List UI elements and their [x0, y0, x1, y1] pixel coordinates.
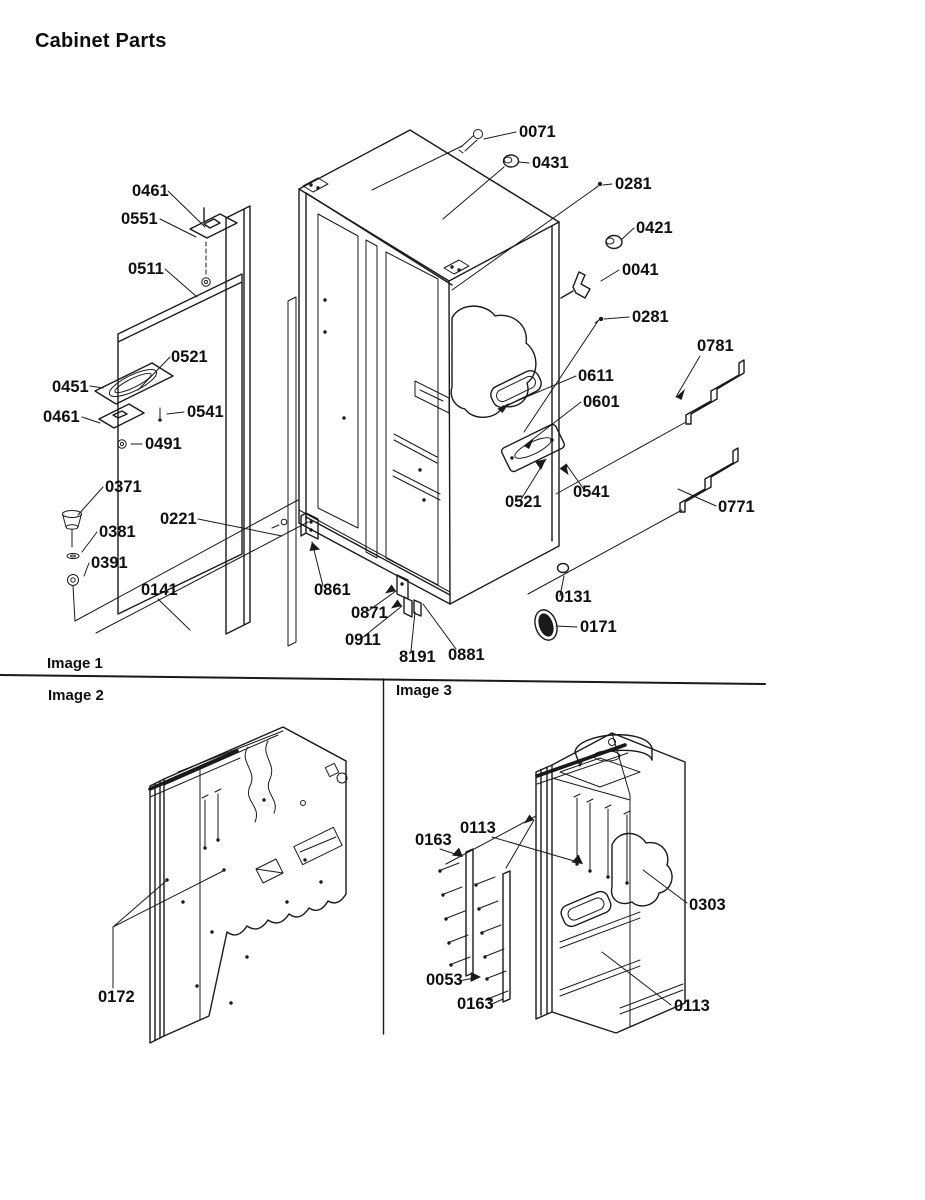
frame-top-band-inner [150, 758, 240, 797]
callout-0053: 0053 [426, 971, 463, 989]
bracket-0601 [500, 423, 565, 473]
junction-box [325, 763, 338, 776]
image1-leader-lines [78, 132, 716, 651]
screw-dots-col1 [440, 871, 451, 965]
hanging-screws [202, 789, 221, 846]
callout-8191: 8191 [399, 648, 436, 666]
image3-diagram [415, 733, 726, 1033]
left-narrow-strip [288, 297, 296, 646]
image3-arrowheads [452, 848, 583, 983]
callout-0303: 0303 [689, 896, 726, 914]
mount-rails [528, 360, 744, 594]
callout-0871: 0871 [351, 604, 388, 622]
callout-0771: 0771 [718, 498, 755, 516]
callout-0521-right: 0521 [505, 493, 542, 511]
divider-horizontal [0, 675, 765, 684]
screw-0281-top [598, 182, 602, 186]
callout-0381: 0381 [99, 523, 136, 541]
handle-slot-inner [566, 896, 606, 922]
section-label-image3: Image 3 [396, 682, 452, 699]
door-frame [150, 779, 164, 1043]
trim-strip-2 [503, 871, 510, 1002]
callout-0431: 0431 [532, 154, 569, 172]
callout-0113-bottom: 0113 [674, 997, 710, 1015]
callout-0221: 0221 [160, 510, 197, 528]
cap-0431 [504, 155, 519, 167]
hanging-screw-tips [205, 840, 218, 848]
callout-0551: 0551 [121, 210, 158, 228]
callout-0391: 0391 [91, 554, 128, 572]
callout-0163-top: 0163 [415, 831, 452, 849]
rear-bolt [301, 801, 306, 806]
callout-0911: 0911 [345, 631, 381, 649]
callout-0421: 0421 [636, 219, 673, 237]
callout-0071: 0071 [519, 123, 556, 141]
frame-top-band [150, 751, 237, 789]
callout-0041: 0041 [622, 261, 659, 279]
image2-diagram [98, 727, 347, 1043]
cabinet-left-cavity [318, 214, 358, 528]
cap-0421-inner [606, 238, 614, 244]
cap-0131 [558, 564, 569, 573]
section-label-image1: Image 1 [47, 655, 103, 672]
front-rails [560, 912, 683, 1014]
mid-bracket [256, 859, 283, 883]
door-frame-right [536, 765, 552, 1019]
screw-0511 [202, 278, 210, 286]
screw-0491-center [120, 442, 123, 445]
cabinet-center-mullion [366, 240, 377, 558]
image2-leader-lines [113, 871, 223, 988]
vent-plate [294, 827, 342, 864]
callout-0601: 0601 [583, 393, 620, 411]
grommet-0391 [68, 575, 79, 586]
handle-plate-0451 [95, 363, 173, 404]
callout-0511: 0511 [128, 260, 164, 278]
screw-0281-mid [599, 317, 603, 321]
washer-0381-hole [71, 555, 76, 557]
right-hardware [459, 130, 622, 473]
grommet-0391-hole [71, 578, 75, 582]
screw-dots-col2 [476, 885, 489, 999]
cabinet-front-edges [299, 189, 452, 604]
clip-0461 [99, 404, 144, 428]
screw-0491 [118, 440, 126, 448]
callout-0881: 0881 [448, 646, 485, 664]
cabinet-tab-holes [311, 185, 459, 270]
screw-0071-head [474, 130, 483, 139]
callout-0541-left: 0541 [187, 403, 224, 421]
callout-0611: 0611 [578, 367, 614, 385]
page-title: Cabinet Parts [35, 30, 167, 52]
cabinet-body-right [552, 733, 685, 1033]
clip-0041 [561, 272, 590, 298]
image1-diagram [43, 123, 755, 666]
dispenser-blob-right [612, 833, 673, 905]
callout-0131: 0131 [555, 588, 592, 606]
cabinet-top-face [299, 130, 559, 281]
callout-0461-top: 0461 [132, 182, 169, 200]
callout-0451: 0451 [52, 378, 89, 396]
callout-0781: 0781 [697, 337, 734, 355]
screw-0071-body [459, 136, 477, 153]
screw-0511-head [202, 278, 210, 286]
wiring-tubes [245, 741, 275, 822]
dispenser-cutout-blob [451, 306, 536, 417]
frame-top-band-right-inner [537, 753, 628, 784]
cabinet-shelf-rails [393, 434, 440, 500]
rail-0781 [686, 360, 744, 424]
callout-0171: 0171 [580, 618, 617, 636]
callout-0371: 0371 [105, 478, 142, 496]
cabinet-interior-holes [325, 300, 424, 500]
cabinet-handle-recess [415, 381, 449, 413]
callout-0172: 0172 [98, 988, 135, 1006]
cabinet-right-cavity [386, 252, 438, 585]
screw-0511-center [204, 280, 207, 283]
bracket-0601-slot [512, 434, 553, 462]
hanging-screw-tips-right [577, 864, 627, 883]
callout-0861: 0861 [314, 581, 351, 599]
callout-0491: 0491 [145, 435, 182, 453]
callout-0163-bottom: 0163 [457, 995, 494, 1013]
left-trim-strip [226, 206, 250, 634]
clip-0911 [404, 597, 412, 617]
callout-0141: 0141 [141, 581, 178, 599]
callout-0461-left: 0461 [43, 408, 80, 426]
callout-0281-top: 0281 [615, 175, 652, 193]
foot-screw-tip [272, 525, 279, 528]
cabinet-body-right-edges [552, 733, 630, 1027]
gasket-0611 [488, 368, 544, 411]
handle-slot-plate [559, 889, 614, 929]
top-bracket-plate [190, 208, 237, 238]
vent-plate-line [300, 837, 336, 852]
cabinet-right-face [449, 222, 559, 604]
callout-0281-mid: 0281 [632, 308, 669, 326]
callout-0113-top: 0113 [460, 819, 496, 837]
foot-screw [281, 519, 287, 525]
panel-screw-dots [183, 800, 321, 1003]
callout-0521-left: 0521 [171, 348, 208, 366]
washer-0381 [67, 553, 79, 558]
callout-0541-right: 0541 [573, 483, 610, 501]
cap-0431-inner [504, 157, 512, 163]
hanging-screws-right [574, 794, 630, 881]
section-label-image2: Image 2 [48, 687, 104, 704]
